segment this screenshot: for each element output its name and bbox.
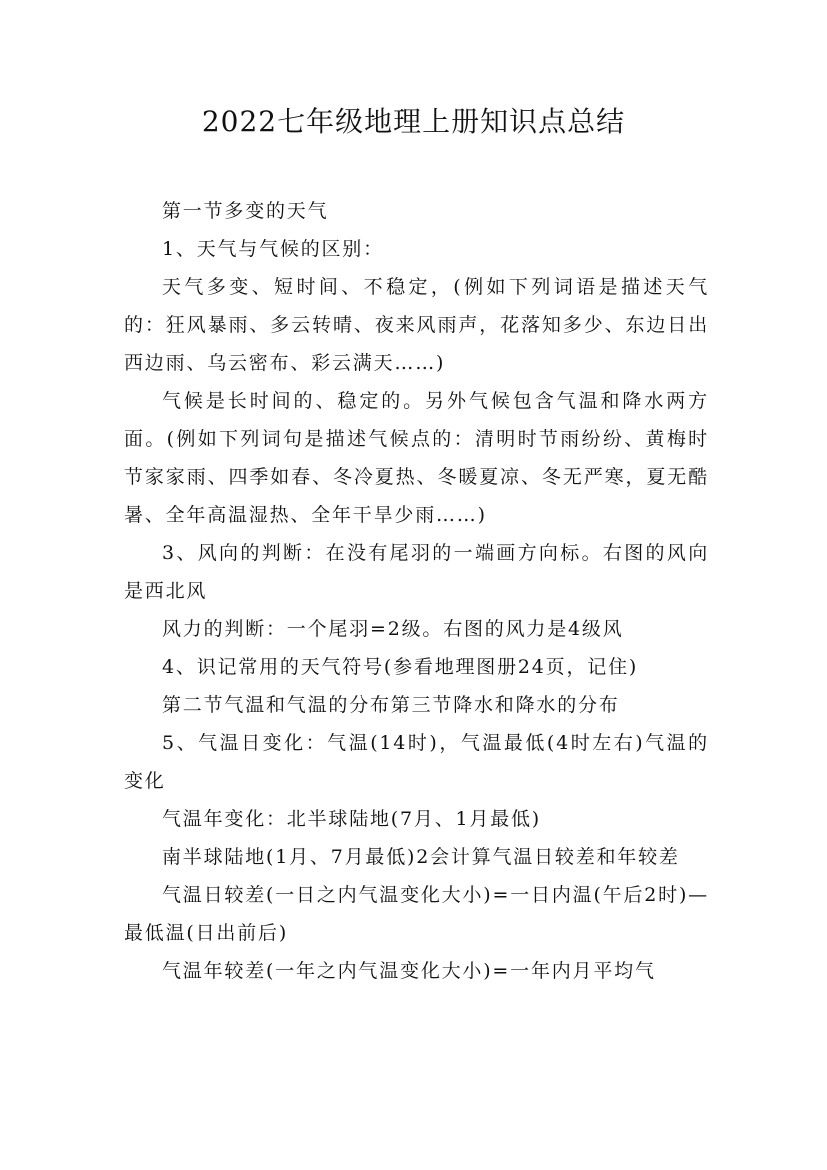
paragraph: 5、气温日变化：气温(14时)，气温最低(4时左右)气温的变化 bbox=[124, 732, 709, 792]
paragraph: 气温日较差(一日之内气温变化大小)=一日内温(午后2时)—最低温(日出前后) bbox=[124, 884, 709, 944]
paragraph: 气温年较差(一年之内气温变化大小)=一年内月平均气 bbox=[162, 960, 656, 982]
paragraph: 气候是长时间的、稳定的。另外气候包含气温和降水两方面。(例如下列词句是描述气候点的：清明时节雨纷纷、黄梅时节家家雨、四季如春、冬冷夏热、冬暖夏凉、冬无严寒，夏无酷暑、全年高温湿热、全年干旱少雨……) bbox=[124, 390, 709, 526]
paragraph: 气温年变化：北半球陆地(7月、1月最低) bbox=[162, 808, 542, 830]
paragraph: 1、天气与气候的区别： bbox=[162, 238, 384, 260]
paragraph: 天气多变、短时间、不稳定，(例如下列词语是描述天气的：狂风暴雨、多云转晴、夜来风雨声，花落知多少、东边日出西边雨、乌云密布、彩云满天……) bbox=[124, 276, 709, 374]
paragraph: 风力的判断：一个尾羽=2级。右图的风力是4级风 bbox=[162, 618, 624, 640]
paragraph: 南半球陆地(1月、7月最低)2会计算气温日较差和年较差 bbox=[162, 846, 680, 868]
paragraph: 第一节多变的天气 bbox=[162, 200, 329, 222]
document-body bbox=[124, 192, 709, 990]
paragraph: 3、风向的判断：在没有尾羽的一端画方向标。右图的风向是西北风 bbox=[124, 542, 709, 602]
paragraph: 4、识记常用的天气符号(参看地理图册24页，记住) bbox=[162, 656, 639, 678]
document-title: 2022七年级地理上册知识点总结 bbox=[201, 105, 626, 138]
paragraph: 第二节气温和气温的分布第三节降水和降水的分布 bbox=[162, 694, 620, 716]
